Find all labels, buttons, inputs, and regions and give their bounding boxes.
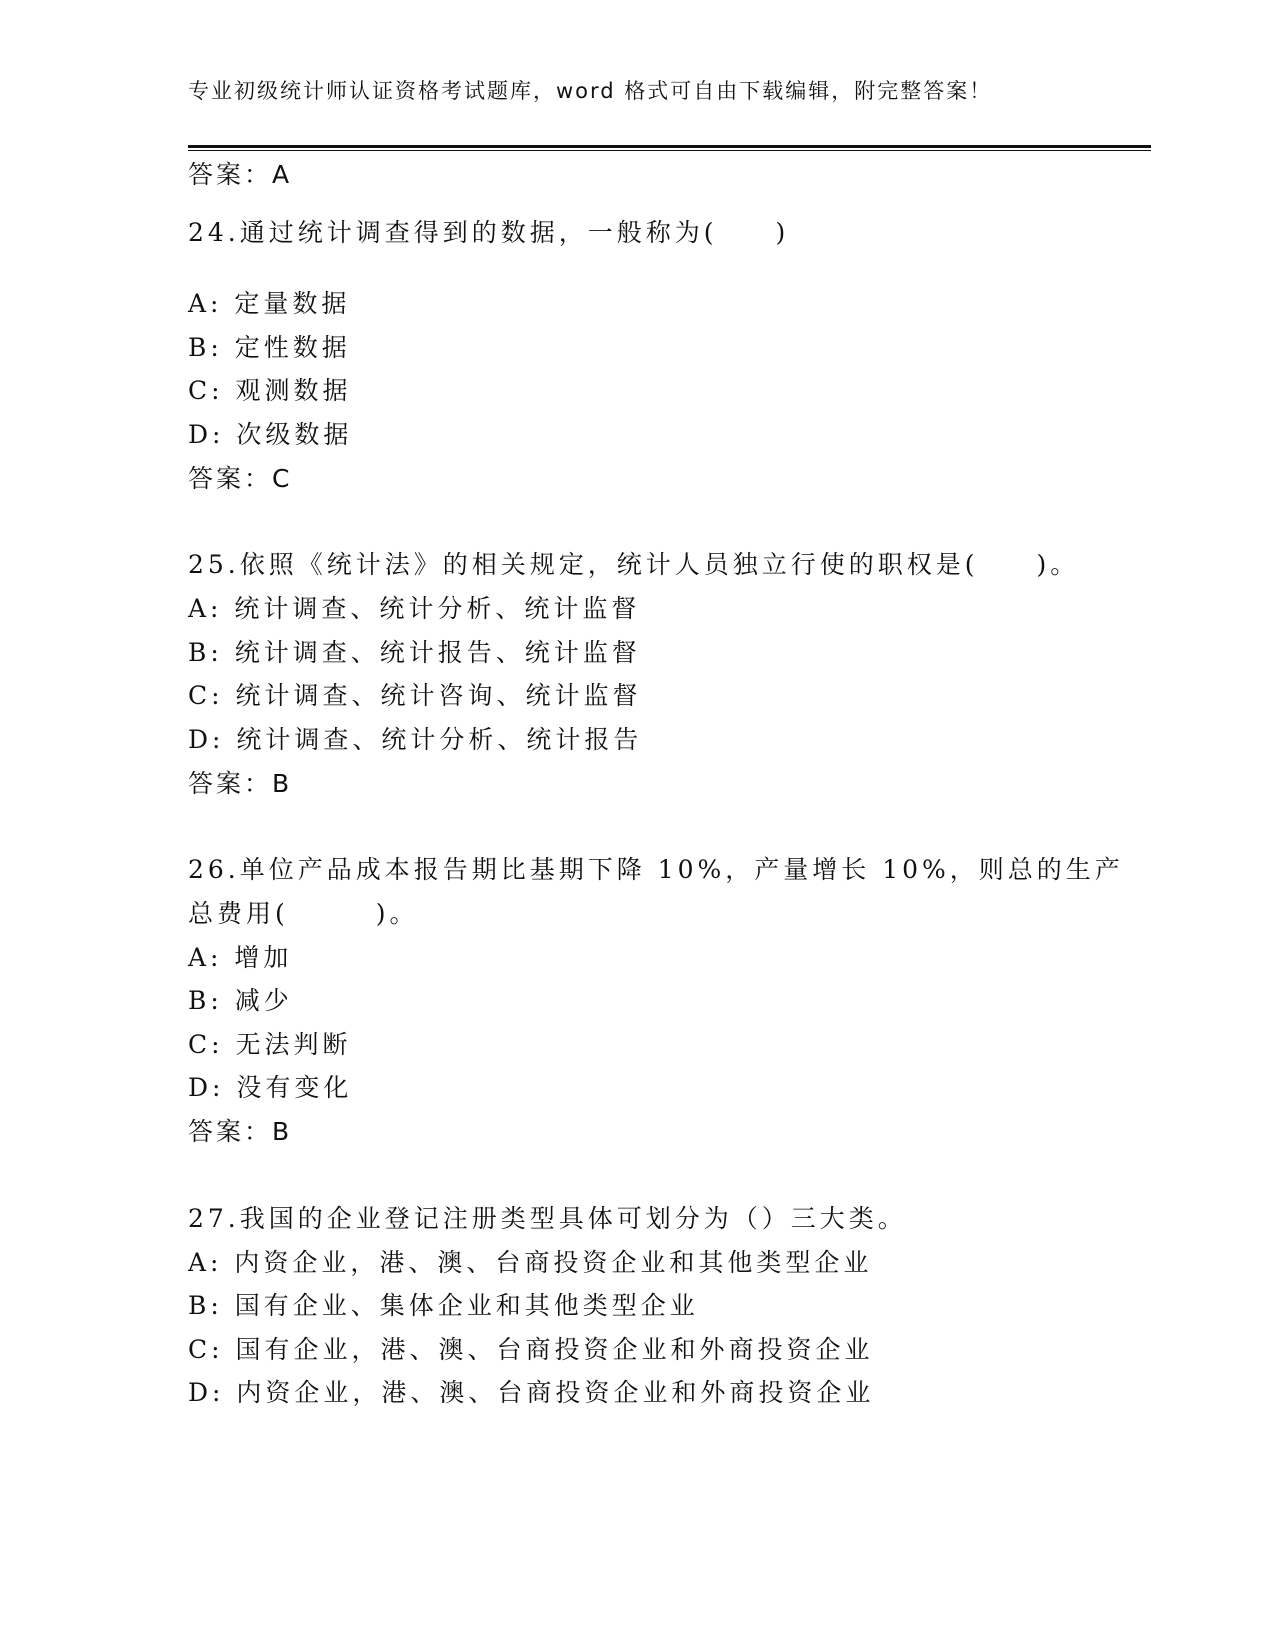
option-d: D: 次级数据 [188,420,353,449]
option-a: A: 增加 [188,943,293,972]
option-d: D: 内资企业，港、澳、台商投资企业和外商投资企业 [188,1378,875,1407]
option-b: B: 统计调查、统计报告、统计监督 [188,638,641,667]
answer: 答案：C [188,464,293,493]
option-a: A: 统计调查、统计分析、统计监督 [188,594,641,623]
option-c: C: 观测数据 [188,376,352,405]
option-b: B: 定性数据 [188,333,351,362]
header-text: 专业初级统计师认证资格考试题库，word 格式可自由下载编辑，附完整答案！ [188,79,993,103]
answer: 答案：B [188,1117,293,1146]
option-b: B: 国有企业、集体企业和其他类型企业 [188,1291,699,1320]
previous-answer: 答案：A [188,160,293,189]
question-stem: 24.通过统计调查得到的数据，一般称为( ) [188,218,790,247]
option-d: D: 统计调查、统计分析、统计报告 [188,725,643,754]
answer: 答案：B [188,769,293,798]
option-c: C: 无法判断 [188,1030,352,1059]
option-d: D: 没有变化 [188,1073,353,1102]
header-divider [188,145,1151,151]
option-a: A: 定量数据 [188,289,351,318]
option-b: B: 减少 [188,986,293,1015]
option-a: A: 内资企业，港、澳、台商投资企业和其他类型企业 [188,1248,873,1277]
question-stem-line-2: 总费用( )。 [188,899,419,928]
option-c: C: 国有企业，港、澳、台商投资企业和外商投资企业 [188,1335,874,1364]
question-stem: 25.依照《统计法》的相关规定，统计人员独立行使的职权是( )。 [188,550,1080,579]
option-c: C: 统计调查、统计咨询、统计监督 [188,681,642,710]
question-stem: 27.我国的企业登记注册类型具体可划分为（）三大类。 [188,1204,907,1233]
question-stem-line-1: 26.单位产品成本报告期比基期下降 10%，产量增长 10%，则总的生产 [188,855,1124,884]
